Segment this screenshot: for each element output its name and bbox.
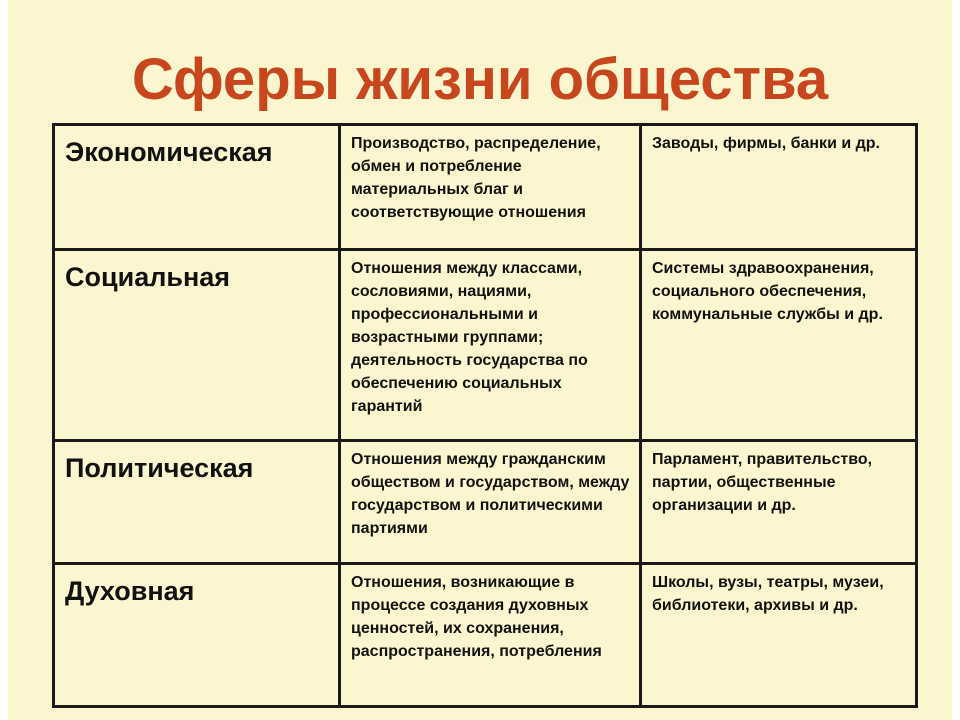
page-title: Сферы жизни общества xyxy=(131,47,829,112)
sphere-description-cell: Отношения, возникающие в процессе создания духовных ценностей, их сохранения, распространения, потребления xyxy=(340,564,641,707)
sphere-description-cell: Отношения между гражданским обществом и государством, между государством и политическими партиями xyxy=(340,441,641,564)
sphere-name-cell: Политическая xyxy=(54,441,340,564)
sphere-institutions-cell: Системы здравоохранения, социального обеспечения, коммунальные службы и др. xyxy=(641,250,917,441)
spheres-table xyxy=(52,123,918,708)
table-row xyxy=(54,564,917,707)
sphere-name-cell: Экономическая xyxy=(54,125,340,250)
table-row xyxy=(54,125,917,250)
sphere-description-cell: Производство, распределение, обмен и потребление материальных благ и соответствующие отношения xyxy=(340,125,641,250)
sphere-name-cell: Духовная xyxy=(54,564,340,707)
sphere-description-cell: Отношения между классами, сословиями, нациями, профессиональными и возрастными группами; деятельность государства по обеспечению социальных гарантий xyxy=(340,250,641,441)
sphere-institutions-cell: Заводы, фирмы, банки и др. xyxy=(641,125,917,250)
sphere-name-cell: Социальная xyxy=(54,250,340,441)
sphere-institutions-cell: Парламент, правительство, партии, общественные организации и др. xyxy=(641,441,917,564)
sphere-institutions-cell: Школы, вузы, театры, музеи, библиотеки, архивы и др. xyxy=(641,564,917,707)
table-row xyxy=(54,441,917,564)
table-row xyxy=(54,250,917,441)
slide xyxy=(8,0,952,720)
